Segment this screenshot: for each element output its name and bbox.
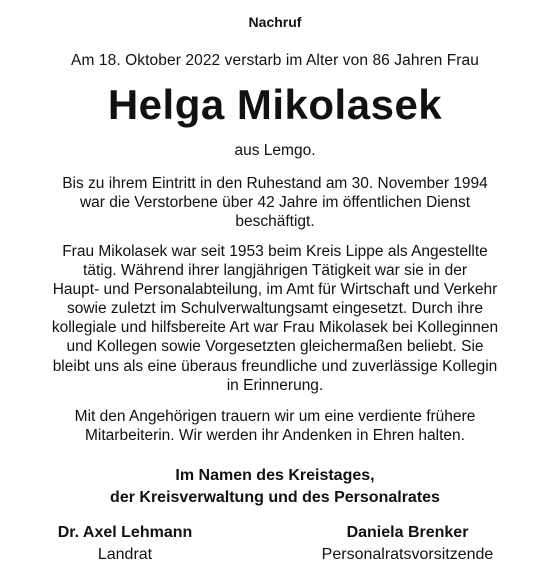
signatory-name: Dr. Axel Lehmann <box>57 524 193 541</box>
signatory-name: Daniela Brenker <box>346 524 469 541</box>
deceased-name: Helga Mikolasek <box>107 81 443 128</box>
signatory-left <box>30 522 220 566</box>
career-paragraph <box>20 174 530 231</box>
paragraph-line: Haupt- und Personalabteilung, im Amt für Wirtschaft und Verkehr <box>52 281 498 299</box>
paragraph-line: war die Verstorbene über 42 Jahre im öffentlichen Dienst <box>79 194 471 212</box>
signatory-right <box>295 522 520 566</box>
paragraph-line: kollegiale und hilfsbereite Art war Frau Mikolasek bei Kolleginnen <box>51 319 499 337</box>
paragraph-line: Frau Mikolasek war seit 1953 beim Kreis Lippe als Angestellte <box>62 243 488 260</box>
on-behalf-of <box>0 465 550 509</box>
paragraph-line: bleibt uns als eine überaus freundliche und zuverlässige Kollegin <box>52 357 498 375</box>
notice-heading: Nachruf <box>248 14 302 30</box>
tribute-paragraph <box>20 242 530 395</box>
on-behalf-line: der Kreisverwaltung und des Personalrates <box>110 489 440 506</box>
paragraph-line: Mit den Angehörigen trauern wir um eine verdiente frühere <box>74 408 476 425</box>
paragraph-line: Bis zu ihrem Eintritt in den Ruhestand am 30. November 1994 <box>62 175 488 192</box>
signatory-role: Landrat <box>97 546 153 563</box>
signatory-role: Personalratsvorsitzende <box>321 546 494 563</box>
condolence-paragraph <box>20 407 530 445</box>
paragraph-line: in Erinnerung. <box>226 376 324 394</box>
paragraph-line: tätig. Während ihrer langjährigen Tätigkeit war sie in der <box>83 262 467 280</box>
origin-line: aus Lemgo. <box>234 142 316 159</box>
paragraph-line: beschäftigt. <box>235 213 315 231</box>
paragraph-line: Mitarbeiterin. Wir werden ihr Andenken in Ehren halten. <box>85 427 465 445</box>
on-behalf-line: Im Namen des Kreistages, <box>175 467 375 484</box>
intro-line: Am 18. Oktober 2022 verstarb im Alter von 86 Jahren Frau <box>71 52 479 69</box>
paragraph-line: sowie zuletzt im Schulverwaltungsamt eingesetzt. Durch ihre <box>66 300 484 318</box>
paragraph-line: und Kollegen sowie Vorgesetzten gleichermaßen beliebt. Sie <box>66 338 484 356</box>
